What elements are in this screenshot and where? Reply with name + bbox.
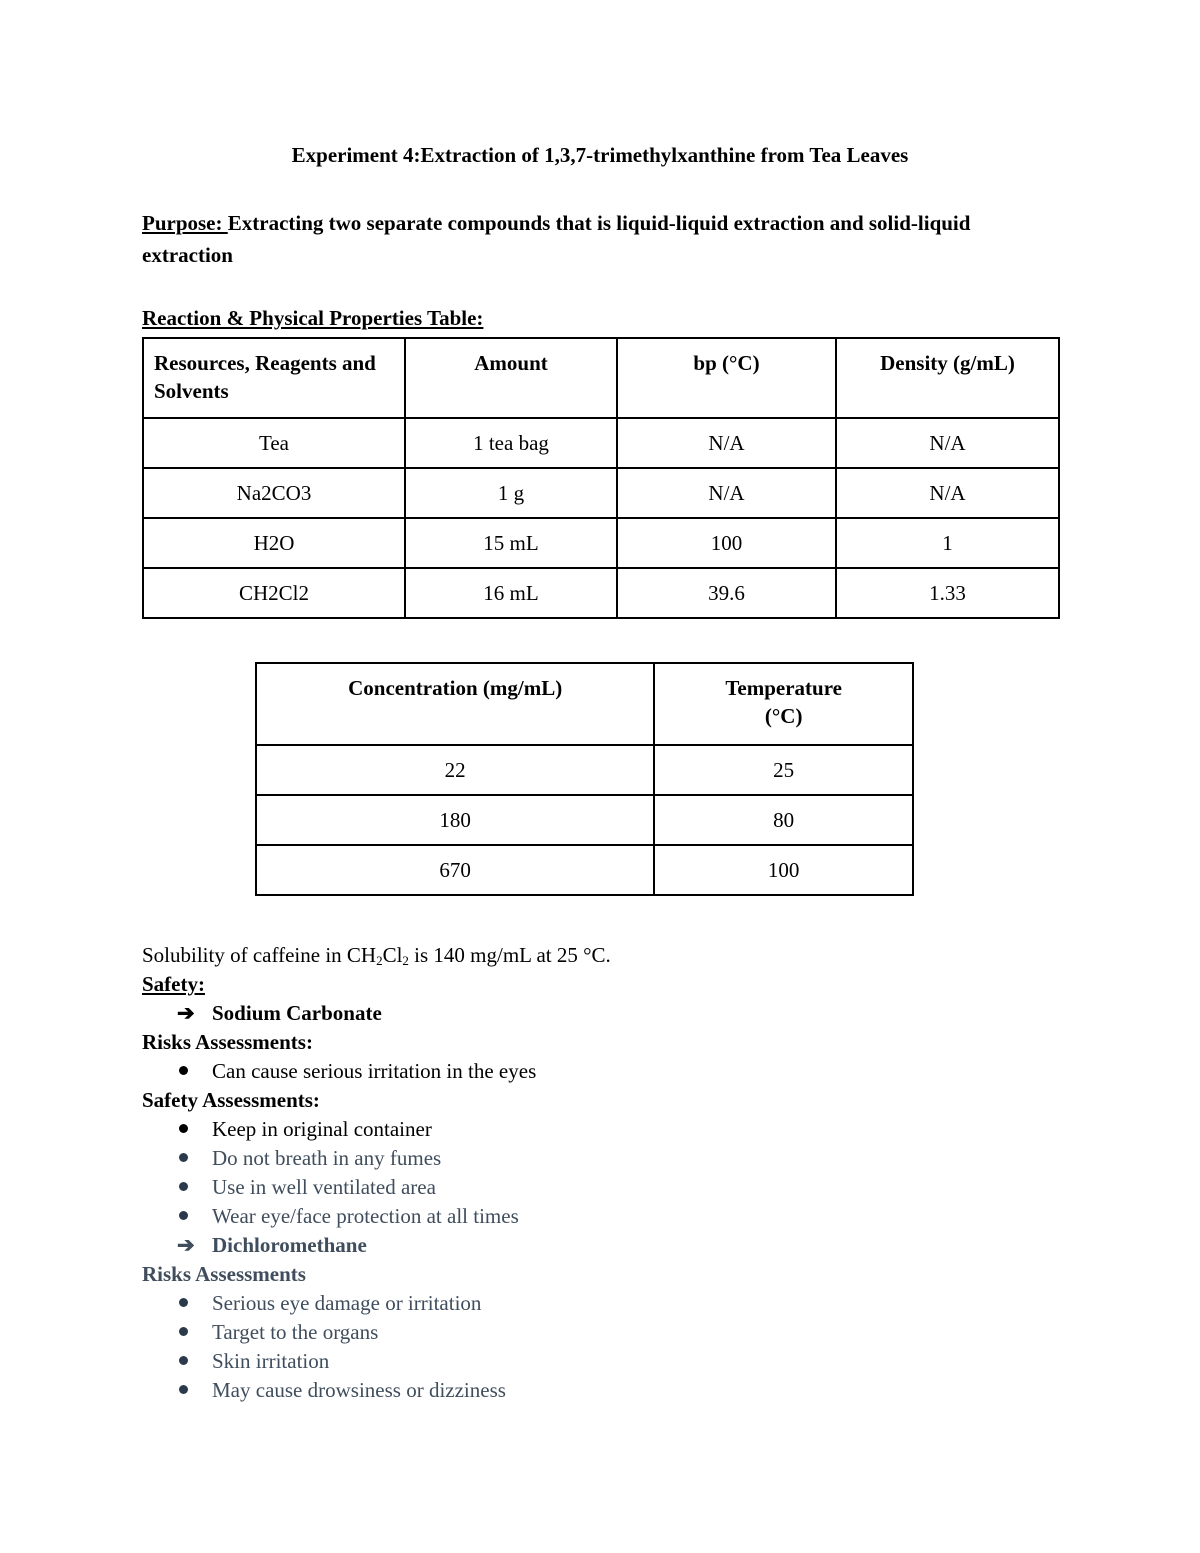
header-cell: bp (°C) [617,338,836,418]
bullet-icon [177,1144,212,1173]
list-item [142,1144,1042,1173]
list-item [142,1115,1042,1144]
solubility-text: Cl [382,943,403,967]
purpose-label: Purpose: [142,211,228,235]
chemical-heading [142,999,1042,1028]
bullet-icon [177,1115,212,1144]
table-cell: 180 [256,795,654,845]
safety-assessments-heading: Safety Assessments: [142,1088,320,1112]
chemical-name: Dichloromethane [212,1233,367,1257]
table-cell: N/A [617,418,836,468]
properties-table [142,337,1060,619]
list-item [142,1318,1042,1347]
bullet-icon [177,1173,212,1202]
list-item-text: Keep in original container [212,1117,432,1141]
purpose-text: Extracting two separate compounds that is liquid-liquid extraction and solid-liquid extraction [142,211,971,267]
table-cell: 100 [617,518,836,568]
safety-section [142,970,1042,1405]
arrow-right-icon: ➔ [177,1001,195,1025]
list-item [142,1289,1042,1318]
table-cell: 670 [256,845,654,895]
table-cell: 100 [654,845,913,895]
list-item-text: Serious eye damage or irritation [212,1291,482,1315]
subscript: 2 [376,953,383,968]
list-item-text: May cause drowsiness or dizziness [212,1378,506,1402]
table-cell: Na2CO3 [143,468,405,518]
table-cell: 25 [654,745,913,795]
list-item-text: Use in well ventilated area [212,1175,436,1199]
table-row [256,845,913,895]
list-item [142,1202,1042,1231]
table-cell: 1 tea bag [405,418,617,468]
table-row [143,468,1059,518]
table-row [143,518,1059,568]
list-item [142,1173,1042,1202]
table-cell: H2O [143,518,405,568]
table-header-row [256,663,913,745]
solubility-table [255,662,914,896]
table-cell: Tea [143,418,405,468]
bullet-icon [177,1347,212,1376]
purpose-paragraph [142,207,1042,271]
table-row [143,418,1059,468]
table-cell: 16 mL [405,568,617,618]
solubility-text: is 140 mg/mL at 25 °C. [408,943,611,967]
table-header-row [143,338,1059,418]
table-cell: 1 [836,518,1059,568]
document-title: Experiment 4:Extraction of 1,3,7-trimethylxanthine from Tea Leaves [291,143,909,167]
subscript: 2 [402,953,409,968]
list-item [142,1376,1042,1405]
list-item [142,1347,1042,1376]
bullet-icon [177,1057,212,1086]
risks-heading: Risks Assessments: [142,1030,313,1054]
safety-heading: Safety: [142,972,205,996]
table-cell: N/A [836,468,1059,518]
bullet-icon [177,1202,212,1231]
table-row [256,795,913,845]
list-item-text: Can cause serious irritation in the eyes [212,1059,537,1083]
table-cell: 1 g [405,468,617,518]
table-cell: 1.33 [836,568,1059,618]
list-item-text: Do not breath in any fumes [212,1146,442,1170]
chemical-heading [142,1231,1042,1260]
bullet-icon [177,1289,212,1318]
table-cell: 22 [256,745,654,795]
list-item [142,1057,1042,1086]
list-item-text: Target to the organs [212,1320,379,1344]
header-cell: Amount [405,338,617,418]
header-cell: Density (g/mL) [836,338,1059,418]
bullet-icon [177,1376,212,1405]
solubility-text: Solubility of caffeine in CH [142,943,377,967]
table-row [143,568,1059,618]
table-cell: 80 [654,795,913,845]
arrow-right-icon: ➔ [177,1233,195,1257]
table-cell: N/A [617,468,836,518]
chemical-name: Sodium Carbonate [212,1001,382,1025]
header-cell: Resources, Reagents and Solvents [143,338,405,418]
table-row [256,745,913,795]
bullet-icon [177,1318,212,1347]
risks-heading: Risks Assessments [142,1262,306,1286]
header-cell: Temperature (°C) [654,663,913,745]
table-cell: N/A [836,418,1059,468]
list-item-text: Wear eye/face protection at all times [212,1204,519,1228]
header-cell: Concentration (mg/mL) [256,663,654,745]
table-cell: 15 mL [405,518,617,568]
list-item-text: Skin irritation [212,1349,330,1373]
properties-table-title: Reaction & Physical Properties Table: [142,306,484,330]
table-cell: CH2Cl2 [143,568,405,618]
table-cell: 39.6 [617,568,836,618]
